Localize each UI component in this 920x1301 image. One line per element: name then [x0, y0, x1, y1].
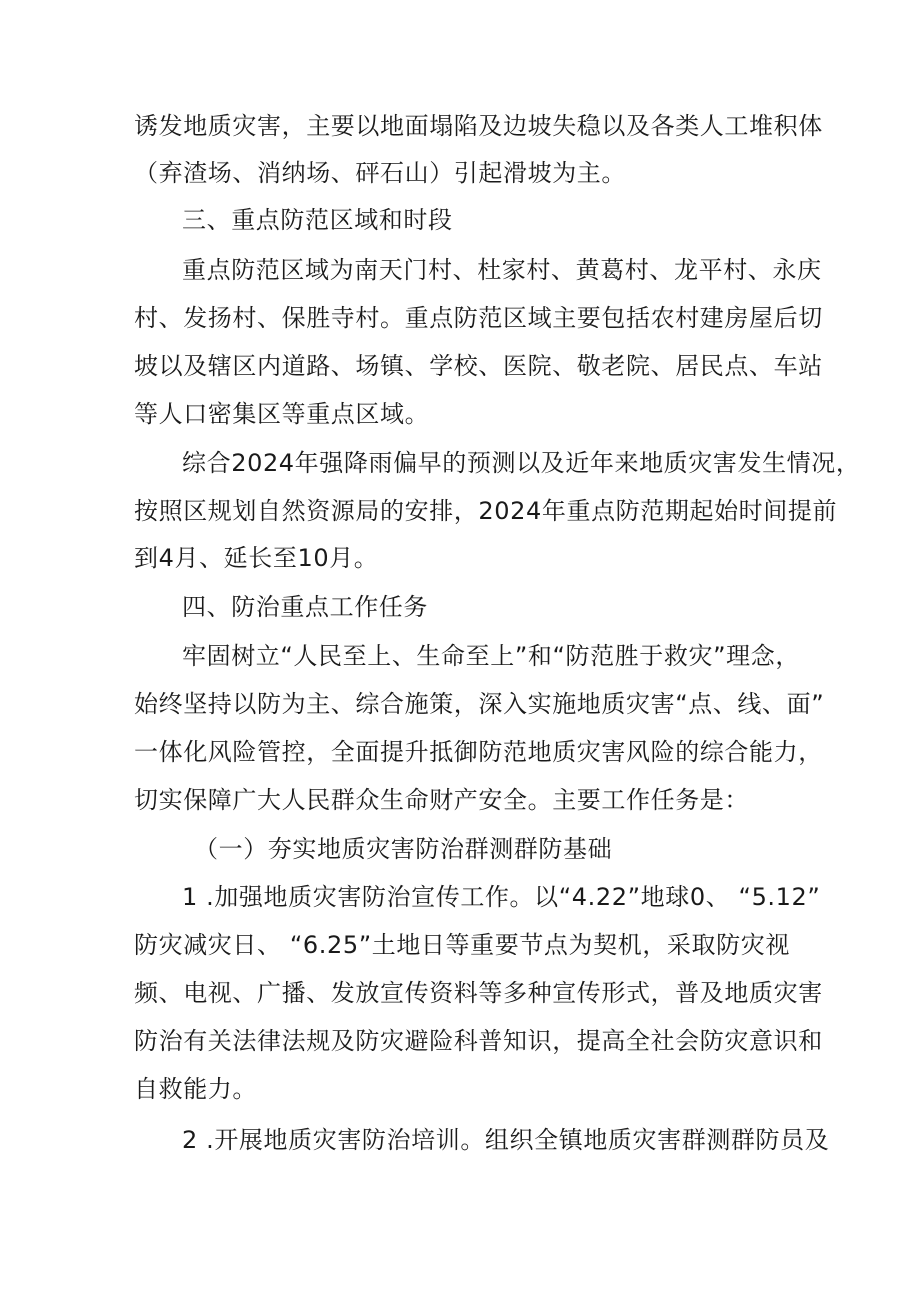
subsection-heading-1: （一）夯实地质灾害防治群测群防基础: [194, 835, 613, 863]
text-line-5: 村、发扬村、保胜寺村。重点防范区域主要包括农村建房屋后切: [134, 304, 823, 332]
text-line-8: 综合2024年强降雨偏早的预测以及近年来地质灾害发生情况，: [182, 449, 861, 477]
text-line-21: 自救能力。: [134, 1075, 257, 1103]
text-line-7: 等人口密集区等重点区域。: [134, 400, 430, 428]
text-line-6: 坡以及辖区内道路、场镇、学校、医院、敬老院、居民点、车站: [134, 352, 823, 380]
text-line-20: 防治有关法律法规及防灾避险科普知识，提高全社会防灾意识和: [134, 1027, 823, 1055]
text-line-18: 防灾减灾日、 “6.25”土地日等重要节点为契机，采取防灾视: [134, 931, 790, 959]
text-line-2: （弃渣场、消纳场、砰石山）引起滑坡为主。: [134, 159, 626, 187]
text-line-12: 牢固树立“人民至上、生命至上”和“防范胜于救灾”理念，: [182, 642, 800, 670]
text-line-14: 一体化风险管控，全面提升抵御防范地质灾害风险的综合能力，: [134, 738, 823, 766]
section-heading-3: 三、重点防范区域和时段: [182, 206, 453, 234]
text-line-9: 按照区规划自然资源局的安排，2024年重点防范期起始时间提前: [134, 497, 838, 525]
text-line-10: 到4月、延长至10月。: [134, 544, 379, 572]
text-line-4: 重点防范区域为南天门村、杜家村、黄葛村、龙平村、永庆: [182, 256, 822, 284]
text-line-19: 频、电视、广播、发放宣传资料等多种宣传形式，普及地质灾害: [134, 979, 823, 1007]
section-heading-4: 四、防治重点工作任务: [182, 593, 428, 621]
text-line-15: 切实保障广大人民群众生命财产安全。主要工作任务是：: [134, 786, 749, 814]
text-line-13: 始终坚持以防为主、综合施策，深入实施地质灾害“点、线、面”: [134, 690, 825, 718]
text-line-22: 2 .开展地质灾害防治培训。组织全镇地质灾害群测群防员及: [182, 1126, 830, 1154]
text-line-17: 1 .加强地质灾害防治宣传工作。以“4.22”地球0、 “5.12”: [182, 883, 821, 911]
text-line-1: 诱发地质灾害，主要以地面塌陷及边坡失稳以及各类人工堆积体: [134, 112, 823, 140]
